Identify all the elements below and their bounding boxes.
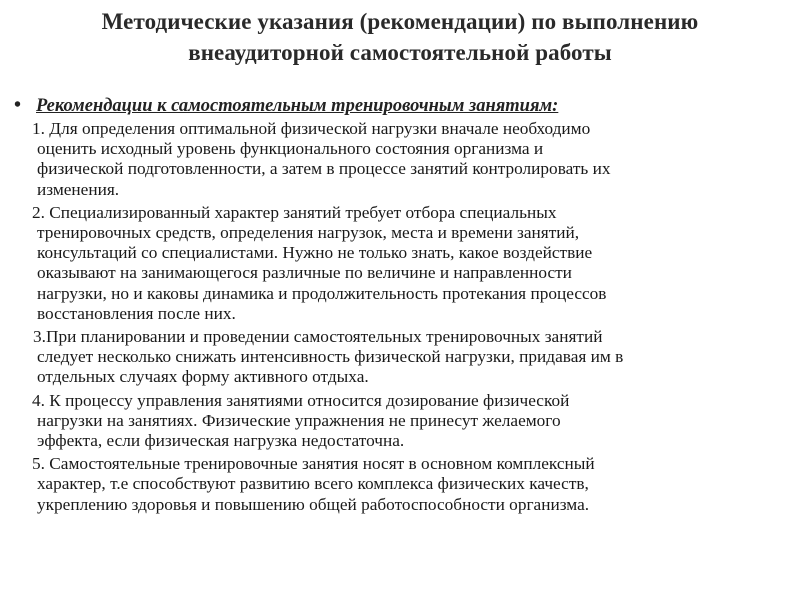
list-item-line: 5. Самостоятельные тренировочные занятия носят в основном комплексный [32,454,595,474]
list-item [0,454,800,515]
bullet-icon: • [14,94,22,116]
recommendations-heading [10,94,770,117]
list-item [0,391,800,452]
list-item-line: укреплению здоровья и повышению общей работоспособности организма. [37,494,590,514]
list-item [0,327,800,388]
list-item-line: 4. К процессу управления занятиями относится дозирование физической [32,390,570,410]
list-item-line: 3.При планировании и проведении самостоятельных тренировочных занятий [33,327,603,347]
list-item-line: восстановления после них. [37,303,236,323]
list-item-line: 1. Для определения оптимальной физической нагрузки вначале необходимо [32,119,591,138]
list-item-line: характер, т.е способствуют развитию всего комплекса физических качеств, [37,474,589,494]
list-item-line: отдельных случаях форму активного отдыха. [37,367,369,387]
list-item [0,119,800,200]
slide-title-line: Методические указания (рекомендации) по выполнению [101,9,699,34]
list-item-line: физической подготовленности, а затем в процессе занятий контролировать их [37,159,611,179]
list-item-line: эффекта, если физическая нагрузка недостаточна. [37,431,405,451]
list-item-line: оказывают на занимающегося различные по величине и направленности [37,263,572,283]
list-item-line: изменения. [37,179,120,199]
list-item-line: 2. Специализированный характер занятий требует отбора специальных [32,202,557,222]
list-item-line: оценить исходный уровень функционального состояния организма и [37,139,544,159]
list-item-line: нагрузки на занятиях. Физические упражнения не принесут желаемого [37,410,561,430]
list-item-line: консультаций со специалистами. Нужно не только знать, какое воздействие [37,243,593,263]
slide-title-line: внеаудиторной самостоятельной работы [188,40,612,65]
list-item-line: тренировочных средств, определения нагрузок, места и времени занятий, [37,223,580,243]
recommendations-heading-text: Рекомендации к самостоятельным тренировочным занятиям: [36,96,559,116]
slide-title [20,6,780,68]
list-item-line: следует несколько снижать интенсивность физической нагрузки, придавая им в [37,347,624,367]
list-item [0,203,800,324]
list-item-line: нагрузки, но и каковы динамика и продолжительность протекания процессов [37,283,607,303]
recommendations-list [0,119,800,518]
